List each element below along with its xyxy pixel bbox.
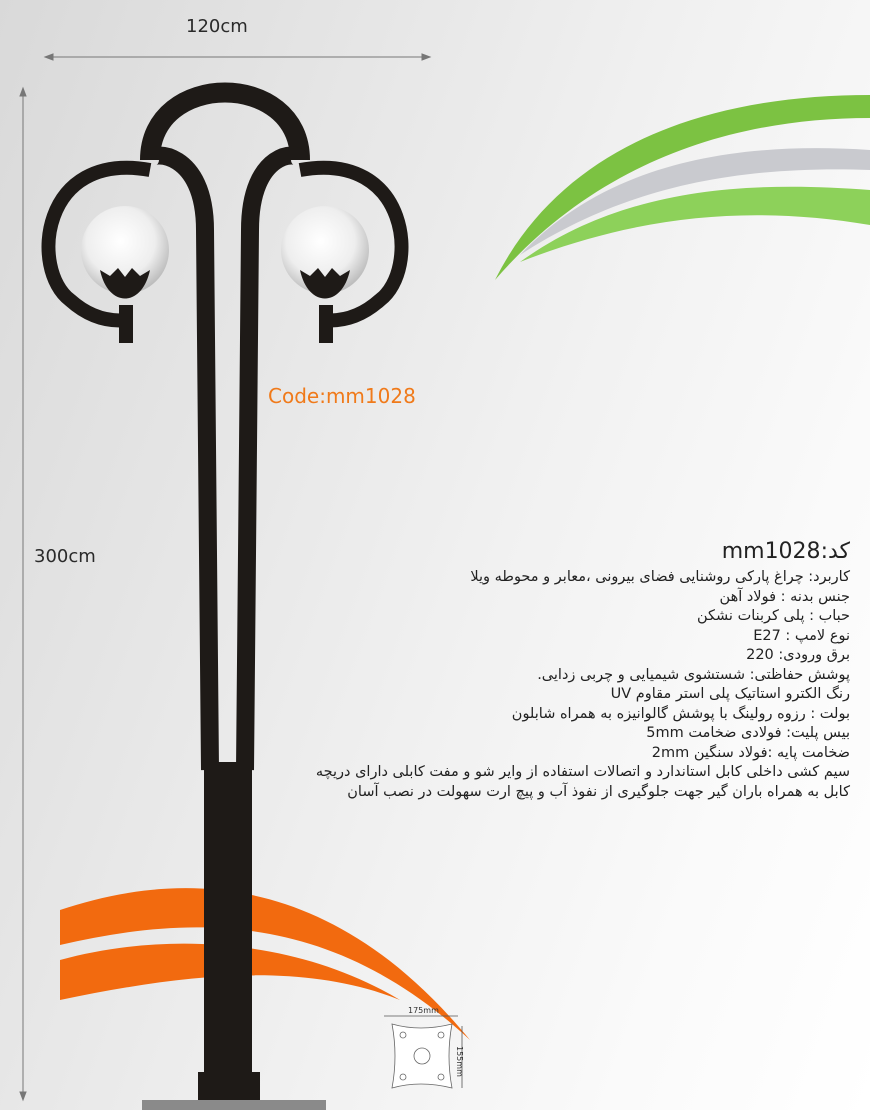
width-dimension-line (45, 54, 430, 60)
product-code-label: Code:mm1028 (268, 384, 416, 408)
base-plate-width-label: 175mm (408, 1006, 439, 1015)
spec-pole-thickness: ضخامت پایه :فولاد سنگین 2mm (651, 744, 850, 761)
height-dimension-label: 300cm (34, 546, 96, 567)
orange-swoosh-decoration (60, 888, 470, 1040)
spec-lamp-type: نوع لامپ : E27 (753, 627, 850, 644)
height-dimension-line (20, 88, 26, 1100)
specification-block (290, 538, 850, 802)
spec-bolt: بولت : رزوه رولینگ با پوشش گالوانیزه به همراه شابلون (511, 705, 850, 722)
spec-cable-note: سیم کشی داخلی کابل استاندارد و اتصالات استفاده از وایر شو و مفت کابلی دارای دریچه کابل به همراه باران گیر جهت جلوگیری از نفوذ آب و پیچ ارت سهولت در نصب آسان (315, 764, 850, 800)
green-swoosh-decoration (495, 95, 870, 280)
base-plate-height-label: 155mm (455, 1046, 464, 1077)
spec-usage: کاربرد: چراغ پارکی روشنایی فضای بیرونی ،معابر و محوطه ویلا (470, 569, 850, 585)
spec-globe: حباب : پلی کربنات نشکن (696, 608, 850, 624)
spec-protective-coating: پوشش حفاظتی: شستشوی شیمیایی و چربی زدایی. (537, 666, 850, 683)
spec-input-power: برق ورودی: 220 (746, 647, 850, 663)
lamp-pole (204, 762, 252, 1080)
spec-base-plate: بیس پلیت: فولادی ضخامت 5mm (646, 725, 850, 741)
base-plate-diagram (384, 1016, 462, 1088)
lamp-pole-base (198, 1072, 260, 1104)
spec-body-material: جنس بدنه : فولاد آهن (719, 588, 850, 605)
width-dimension-label: 120cm (186, 16, 248, 37)
ground-plate (142, 1100, 326, 1110)
spec-paint: رنگ الکترو استاتیک پلی استر مقاوم UV (610, 686, 850, 702)
product-title: کد:mm1028 (721, 539, 850, 564)
